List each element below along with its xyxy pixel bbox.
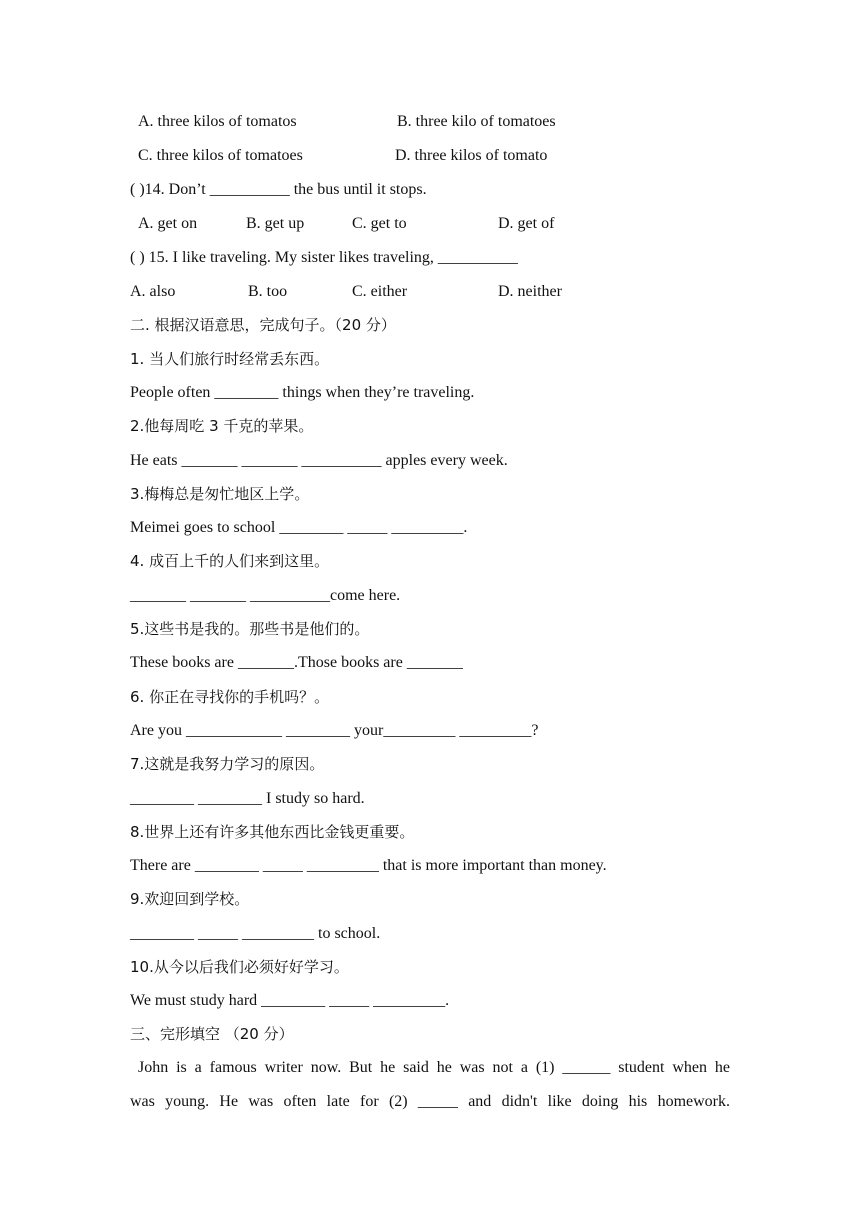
- s2-item8-english: There are ________ _____ _________ that is more important than money.: [130, 857, 607, 874]
- s2-item5-chinese: 5.这些书是我的。那些书是他们的。: [130, 620, 370, 638]
- q13-option-c: C. three kilos of tomatoes: [138, 147, 303, 164]
- s2-item2-chinese: 2.他每周吃 3 千克的苹果。: [130, 417, 314, 435]
- s2-item10-chinese: 10.从今以后我们必须好好学习。: [130, 958, 349, 976]
- q15-option-a: A. also: [130, 283, 176, 300]
- s2-item1-chinese: 1. 当人们旅行时经常丢东西。: [130, 350, 330, 368]
- cloze-passage-line-2: was young. He was often late for (2) _____ and didn't like doing his homework.: [130, 1093, 730, 1110]
- s2-item2-english: He eats _______ _______ __________ apples every week.: [130, 452, 508, 469]
- s2-item5-english: These books are _______.Those books are _______: [130, 654, 463, 671]
- q14-option-c: C. get to: [352, 215, 407, 232]
- section2-heading: 二. 根据汉语意思，完成句子。（20 分）: [130, 316, 396, 334]
- q13-option-b: B. three kilo of tomatoes: [397, 113, 556, 130]
- q14-stem: ( )14. Don’t __________ the bus until it stops.: [130, 181, 427, 198]
- q14-option-d: D. get of: [498, 215, 555, 232]
- s2-item1-english: People often ________ things when they’re traveling.: [130, 384, 475, 401]
- s2-item10-english: We must study hard ________ _____ _________.: [130, 992, 450, 1009]
- s2-item7-english: ________ ________ I study so hard.: [130, 790, 365, 807]
- s2-item4-chinese: 4. 成百上千的人们来到这里。: [130, 552, 330, 570]
- q13-option-d: D. three kilos of tomato: [395, 147, 548, 164]
- q14-option-a: A. get on: [138, 215, 198, 232]
- s2-item3-chinese: 3.梅梅总是匆忙地区上学。: [130, 485, 310, 503]
- s2-item8-chinese: 8.世界上还有许多其他东西比金钱更重要。: [130, 823, 415, 841]
- s2-item4-english: _______ _______ __________come here.: [130, 587, 401, 604]
- q15-option-d: D. neither: [498, 283, 562, 300]
- s2-item3-english: Meimei goes to school ________ _____ _________.: [130, 519, 468, 536]
- s2-item7-chinese: 7.这就是我努力学习的原因。: [130, 755, 325, 773]
- q15-option-c: C. either: [352, 283, 408, 300]
- q15-stem: ( ) 15. I like traveling. My sister likes traveling, __________: [130, 249, 518, 266]
- q14-option-b: B. get up: [246, 215, 305, 232]
- s2-item9-chinese: 9.欢迎回到学校。: [130, 890, 250, 908]
- s2-item6-english: Are you ____________ ________ your_________ _________?: [130, 722, 539, 739]
- q15-option-b: B. too: [248, 283, 288, 300]
- q13-option-a: A. three kilos of tomatos: [138, 113, 297, 130]
- cloze-passage-line-1: John is a famous writer now. But he said he was not a (1) ______ student when he: [138, 1059, 730, 1076]
- section3-heading: 三、完形填空 （20 分）: [130, 1025, 294, 1043]
- s2-item9-english: ________ _____ _________ to school.: [130, 925, 381, 942]
- s2-item6-chinese: 6. 你正在寻找你的手机吗？。: [130, 688, 330, 706]
